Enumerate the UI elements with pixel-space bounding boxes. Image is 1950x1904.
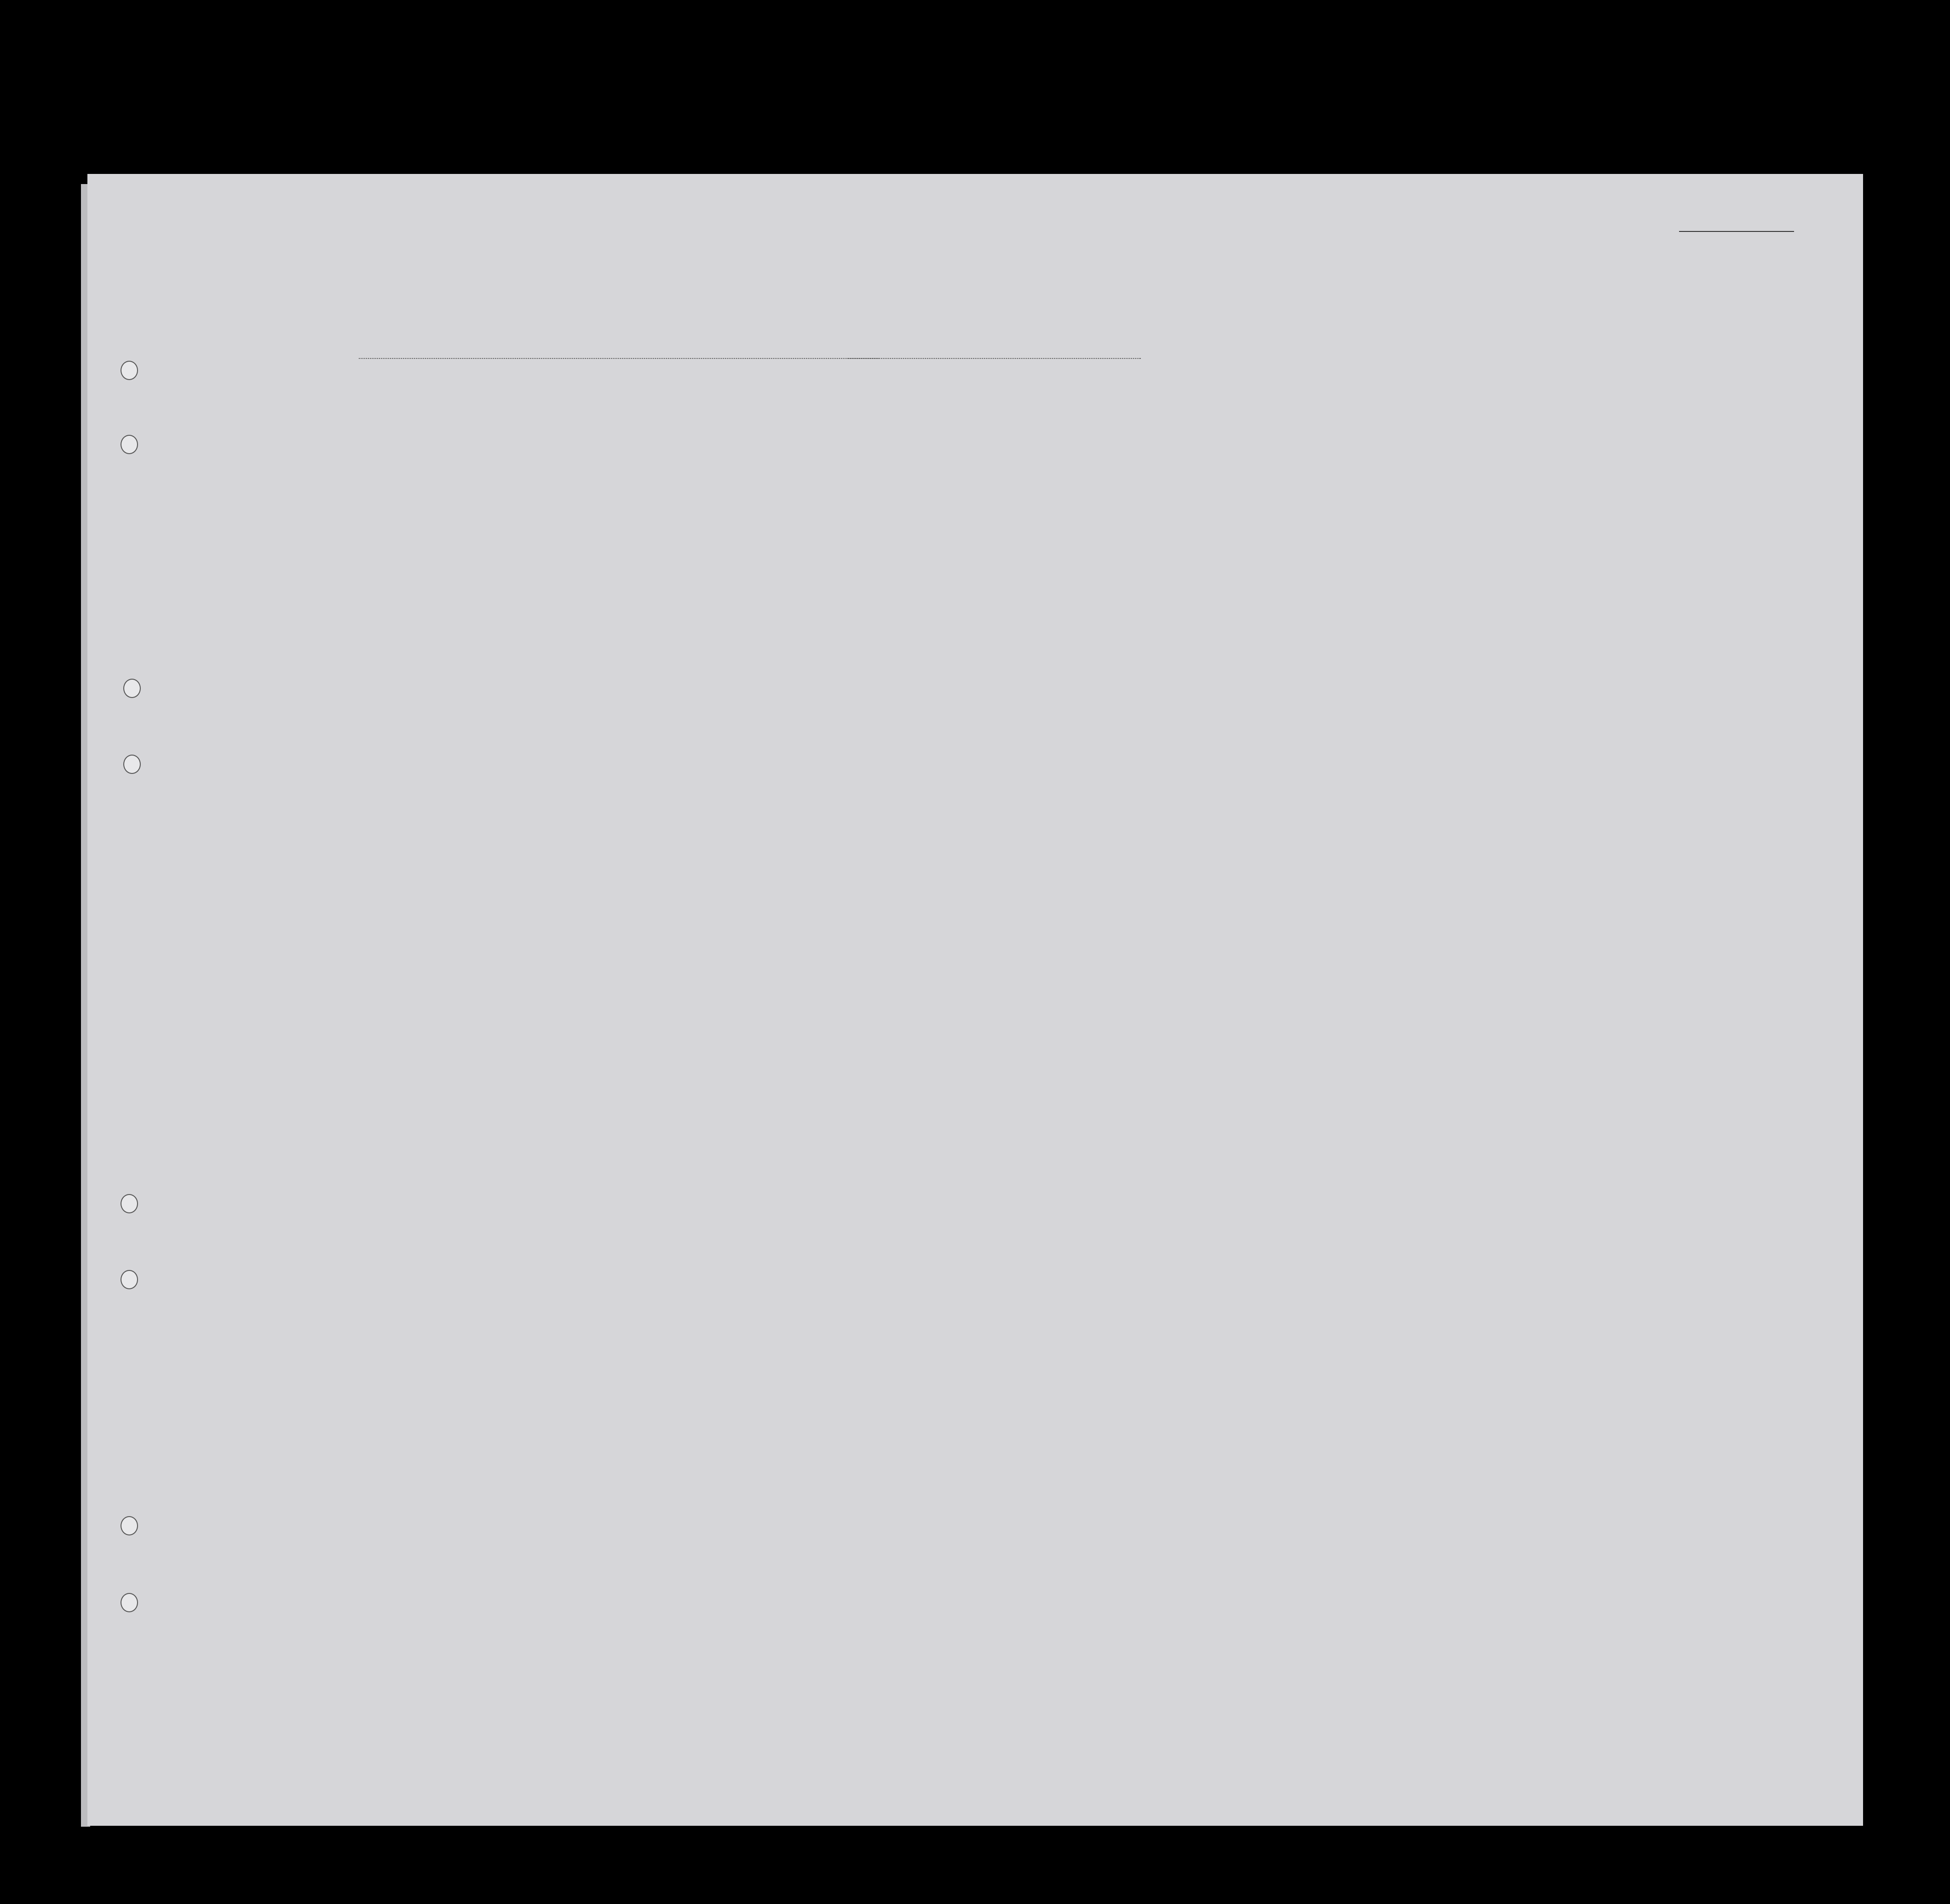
- port-underline: [359, 358, 879, 359]
- col30-header: [1398, 413, 1415, 531]
- col28-header: [1309, 413, 1362, 531]
- binder-hole: [121, 1516, 138, 1535]
- col19-header: [582, 413, 610, 531]
- manifest-sheet: [87, 174, 1863, 1826]
- binder-hole: [121, 361, 138, 380]
- col25-header: [1220, 413, 1260, 531]
- binder-hole: [121, 1593, 138, 1612]
- col24-citizen: [1191, 450, 1214, 533]
- date-underline: [846, 358, 1141, 359]
- list-underline: [1679, 231, 1794, 232]
- binder-hole: [121, 1270, 138, 1289]
- binder-hole: [123, 679, 141, 698]
- col34-inches: [1582, 496, 1601, 528]
- binder-hole: [123, 755, 141, 774]
- col24-length: [1159, 450, 1188, 533]
- form-grid: [87, 174, 1863, 1826]
- col31-header: [1421, 413, 1438, 531]
- binder-hole: [121, 1194, 138, 1213]
- col34-feet: [1557, 496, 1576, 528]
- col24-return: [1120, 450, 1150, 533]
- col27-header: [1288, 413, 1306, 531]
- binder-hole: [121, 435, 138, 454]
- col26-header: [1264, 413, 1283, 531]
- col21-header: [694, 413, 712, 531]
- col29-header: [1366, 413, 1394, 531]
